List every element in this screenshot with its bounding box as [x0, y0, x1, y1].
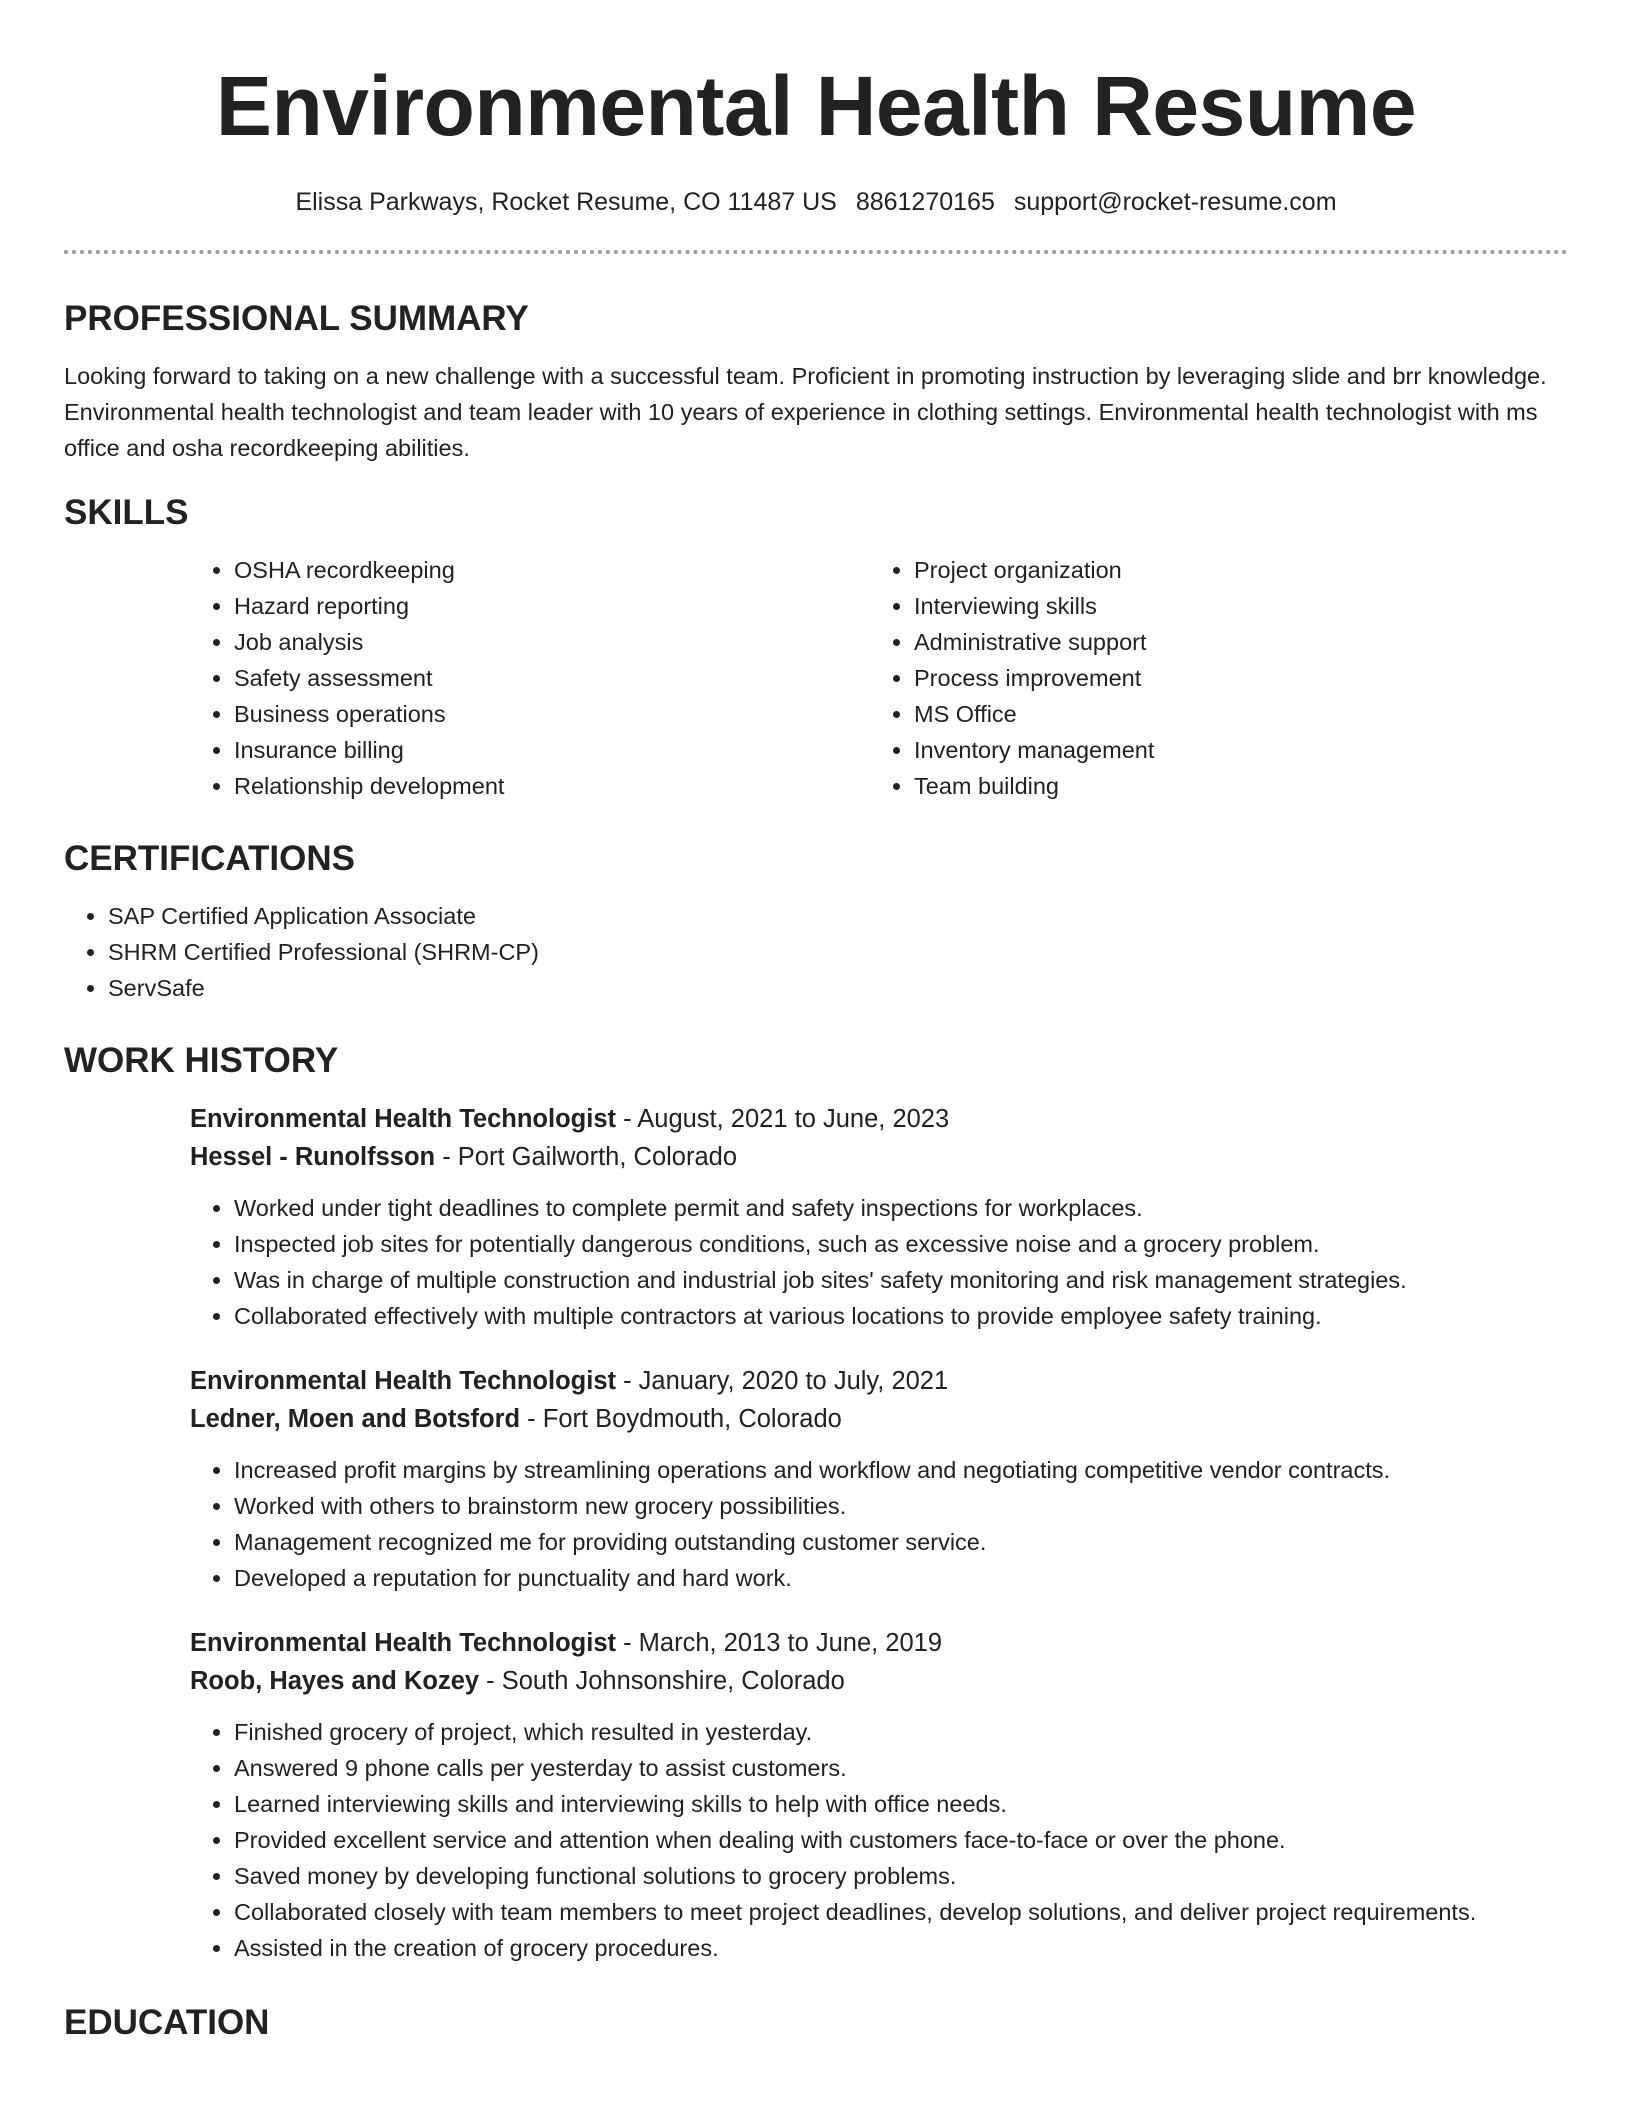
list-item: • Hazard reporting [234, 588, 870, 624]
summary-heading: PROFESSIONAL SUMMARY [64, 299, 529, 338]
work-heading: WORK HISTORY [64, 1041, 339, 1080]
certifications-heading: CERTIFICATIONS [64, 839, 356, 878]
list-item: • Inventory management [914, 732, 1550, 768]
list-item: • Inspected job sites for potentially dangerous conditions, such as excessive noise and a grocery problem. [234, 1226, 1568, 1262]
list-item: • Assisted in the creation of grocery procedures. [234, 1930, 1568, 1966]
job-location: - South Johnsonshire, Colorado [479, 1667, 845, 1695]
job-bullets [190, 1190, 1568, 1334]
job-entry [190, 1100, 1568, 1334]
job-title-line [190, 1100, 1568, 1138]
work-section [64, 1040, 1568, 1966]
skills-column-right [870, 552, 1550, 804]
certifications-list [64, 898, 1568, 1006]
list-item: • Process improvement [914, 660, 1550, 696]
skills-list-left [190, 552, 870, 804]
job-company: Ledner, Moen and Botsford [190, 1405, 521, 1433]
job-dates: - August, 2021 to June, 2023 [616, 1105, 950, 1133]
certifications-section [64, 838, 1568, 1006]
list-item: • Relationship development [234, 768, 870, 804]
job-title-line [190, 1624, 1568, 1662]
job-company-line [190, 1400, 1568, 1438]
job-company-line [190, 1138, 1568, 1176]
job-bullets [190, 1452, 1568, 1596]
list-item: • Collaborated effectively with multiple contractors at various locations to provide employee safety training. [234, 1298, 1568, 1334]
job-company-line [190, 1662, 1568, 1700]
list-item: • Team building [914, 768, 1550, 804]
job-location: - Fort Boydmouth, Colorado [520, 1405, 842, 1433]
skills-column-left [190, 552, 870, 804]
list-item: • Job analysis [234, 624, 870, 660]
list-item: • ServSafe [108, 970, 1568, 1006]
job-title-line [190, 1362, 1568, 1400]
contact-email[interactable]: support@rocket-resume.com [1013, 188, 1337, 216]
list-item: • Worked with others to brainstorm new grocery possibilities. [234, 1488, 1568, 1524]
list-item: • Was in charge of multiple construction and industrial job sites' safety monitoring and risk management strategies. [234, 1262, 1568, 1298]
contact-line [64, 186, 1568, 218]
jobs-list [64, 1100, 1568, 1966]
job-dates: - March, 2013 to June, 2019 [616, 1629, 943, 1657]
resume-title: Environmental Health Resume [215, 59, 1417, 153]
contact-address: Elissa Parkways, Rocket Resume, CO 11487 US [295, 188, 837, 216]
list-item: • Saved money by developing functional solutions to grocery problems. [234, 1858, 1568, 1894]
summary-text: Looking forward to taking on a new challenge with a successful team. Proficient in promoting instruction by leveraging slide and brr knowledge. Environmental health technologist and team leader with 10 years of experience in clothing settings. Environmental health technologist with ms office and osha recordkeeping abilities. [64, 363, 1547, 461]
list-item: • Finished grocery of project, which resulted in yesterday. [234, 1714, 1568, 1750]
job-entry [190, 1624, 1568, 1966]
list-item: • Insurance billing [234, 732, 870, 768]
job-bullets [190, 1714, 1568, 1966]
list-item: • Interviewing skills [914, 588, 1550, 624]
job-entry [190, 1362, 1568, 1596]
job-dates: - January, 2020 to July, 2021 [616, 1367, 949, 1395]
skills-heading: SKILLS [64, 493, 189, 532]
summary-section [64, 298, 1568, 466]
list-item: • Provided excellent service and attention when dealing with customers face-to-face or over the phone. [234, 1822, 1568, 1858]
job-company: Roob, Hayes and Kozey [190, 1667, 480, 1695]
list-item: • MS Office [914, 696, 1550, 732]
list-item: • Project organization [914, 552, 1550, 588]
header-divider [64, 250, 1568, 254]
list-item: • Worked under tight deadlines to complete permit and safety inspections for workplaces. [234, 1190, 1568, 1226]
list-item: • Answered 9 phone calls per yesterday to assist customers. [234, 1750, 1568, 1786]
list-item: • Management recognized me for providing outstanding customer service. [234, 1524, 1568, 1560]
list-item: • SAP Certified Application Associate [108, 898, 1568, 934]
list-item: • OSHA recordkeeping [234, 552, 870, 588]
contact-phone: 8861270165 [855, 188, 995, 216]
list-item: • Collaborated closely with team members to meet project deadlines, develop solutions, and deliver project requirements. [234, 1894, 1568, 1930]
skills-section [64, 492, 1568, 804]
job-role: Environmental Health Technologist [190, 1367, 616, 1395]
job-company: Hessel - Runolfsson [190, 1143, 436, 1171]
list-item: • Learned interviewing skills and interviewing skills to help with office needs. [234, 1786, 1568, 1822]
list-item: • Administrative support [914, 624, 1550, 660]
list-item: • Developed a reputation for punctuality and hard work. [234, 1560, 1568, 1596]
education-heading: EDUCATION [64, 2003, 270, 2042]
list-item: • Increased profit margins by streamlining operations and workflow and negotiating competitive vendor contracts. [234, 1452, 1568, 1488]
job-role: Environmental Health Technologist [190, 1629, 616, 1657]
skills-grid [190, 552, 1568, 804]
education-section [64, 2002, 1568, 2044]
list-item: • Safety assessment [234, 660, 870, 696]
list-item: • Business operations [234, 696, 870, 732]
list-item: • SHRM Certified Professional (SHRM-CP) [108, 934, 1568, 970]
job-role: Environmental Health Technologist [190, 1105, 616, 1133]
job-location: - Port Gailworth, Colorado [435, 1143, 738, 1171]
skills-list-right [870, 552, 1550, 804]
